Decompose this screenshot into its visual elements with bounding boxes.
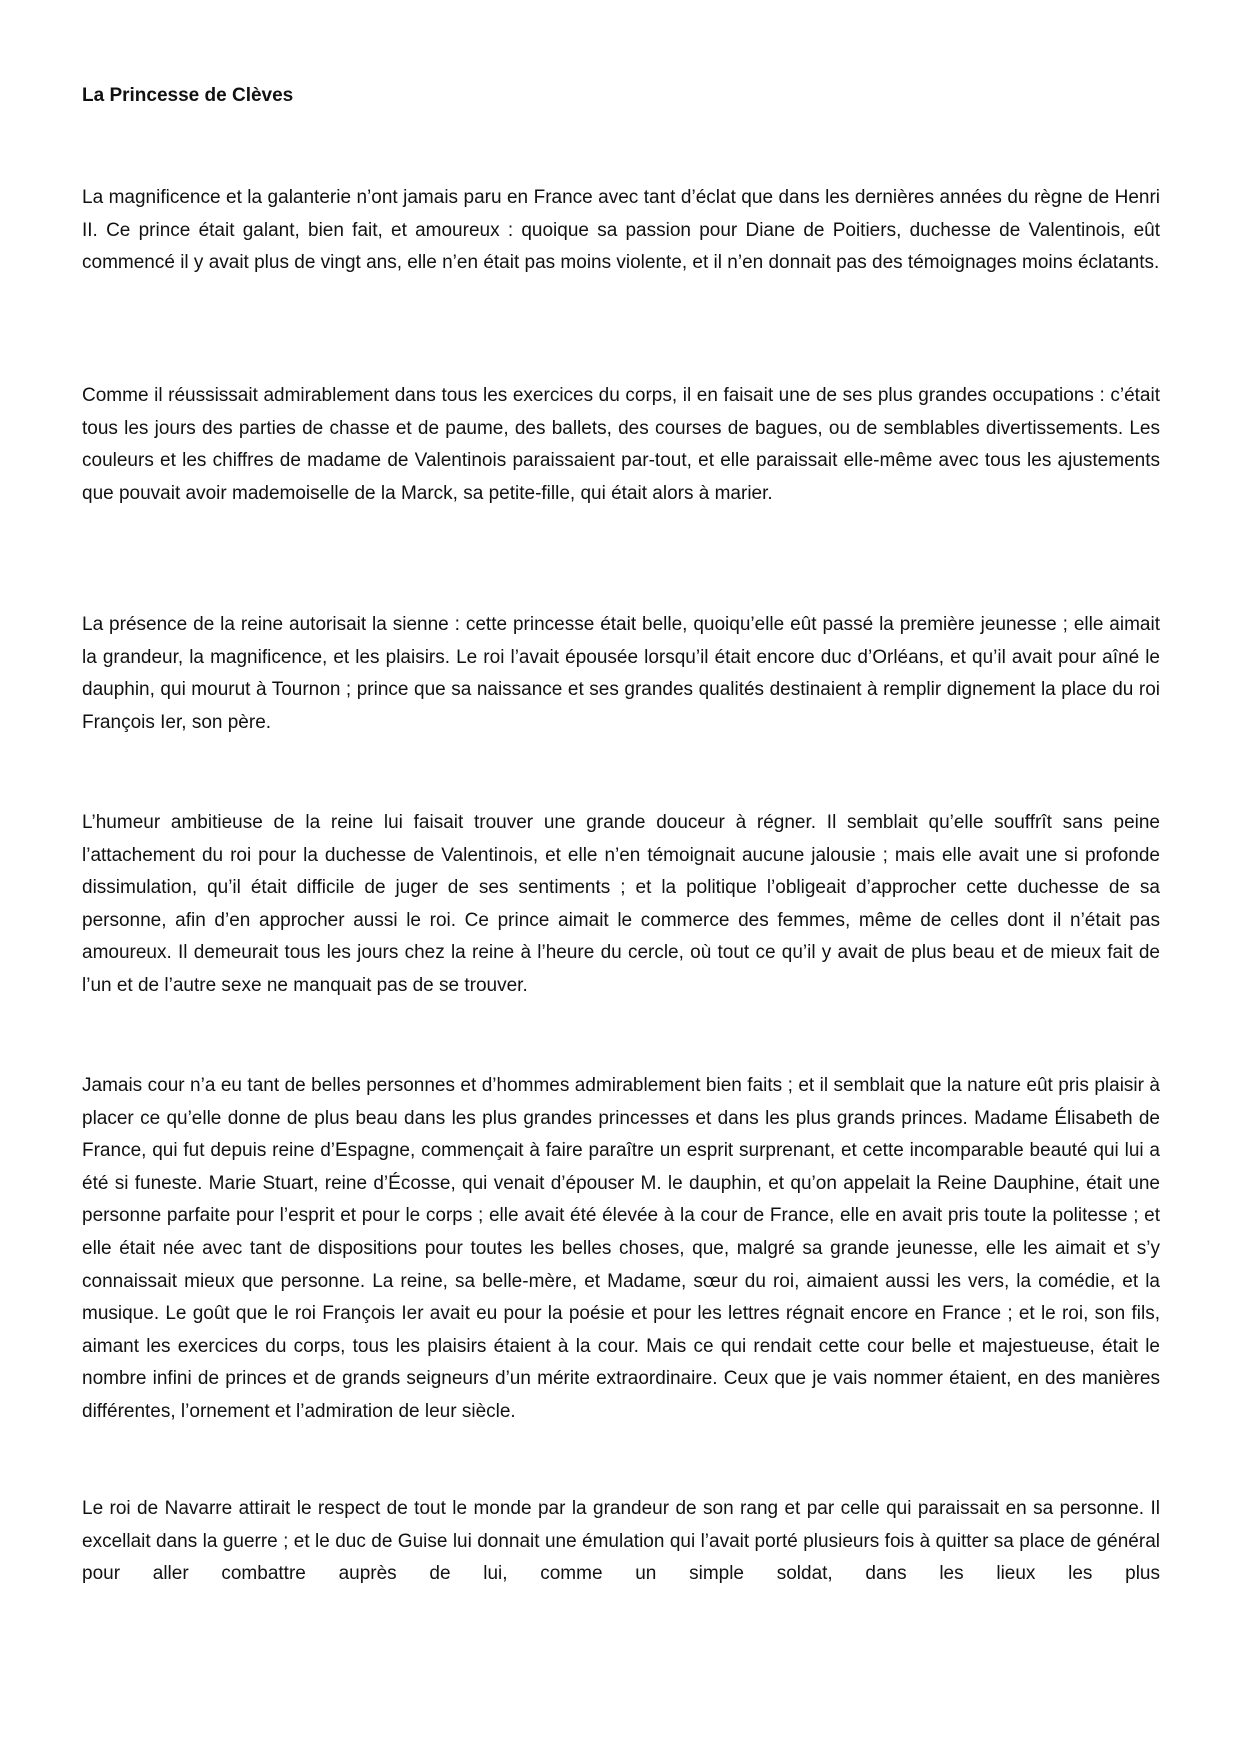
paragraph-6: Le roi de Navarre attirait le respect de tout le monde par la grandeur de son rang et par celle qui paraissait en sa personne. Il excellait dans la guerre ; et le duc de Guise lui donnait une émulation qui l’avait porté plusieurs fois à quitter sa place de général pour aller combattre auprès de lui, comme un simple soldat, dans les lieux les plus	[82, 1498, 1160, 1585]
paragraph-5: Jamais cour n’a eu tant de belles personnes et d’hommes admirablement bien faits ; et il semblait que la nature eût pris plaisir à placer ce qu’elle donne de plus beau dans les plus grandes princesses et dans les plus grands princes. Madame Élisabeth de France, qui fut depuis reine d’Espagne, commençait à faire paraître un esprit surprenant, et cette incomparable beauté qui lui a été si funeste. Marie Stuart, reine d’Écosse, qui venait d’épouser M. le dauphin, et qu’on appelait la Reine Dauphine, était une personne parfaite pour l’esprit et pour le corps ; elle avait été élevée à la cour de France, elle en avait pris toute la politesse ; et elle était née avec tant de dispositions pour toutes les belles choses, que, malgré sa grande jeunesse, elle les aimait et s’y connaissait mieux que personne. La reine, sa belle-mère, et Madame, sœur du roi, aimaient aussi les vers, la comédie, et la musique. Le goût que le roi François Ier avait eu pour la poésie et pour les lettres régnait encore en France ; et le roi, son fils, aimant les exercices du corps, tous les plaisirs étaient à la cour. Mais ce qui rendait cette cour belle et majestueuse, était le nombre infini de princes et de grands seigneurs d’un mérite extraordinaire. Ceux que je vais nommer étaient, en des manières différentes, l’ornement et l’admiration de leur siècle.	[82, 1075, 1160, 1422]
paragraph-1: La magnificence et la galanterie n’ont jamais paru en France avec tant d’éclat que dans les dernières années du règne de Henri II. Ce prince était galant, bien fait, et amoureux : quoique sa passion pour Diane de Poitiers, duchesse de Valentinois, eût commencé il y avait plus de vingt ans, elle n’en était pas moins violente, et il n’en donnait pas des témoignages moins éclatants.	[82, 187, 1160, 274]
paragraph-4: L’humeur ambitieuse de la reine lui faisait trouver une grande douceur à régner. Il semblait qu’elle souffrît sans peine l’attachement du roi pour la duchesse de Valentinois, et elle n’en témoignait aucune jalousie ; mais elle avait une si profonde dissimulation, qu’il était difficile de juger de ses sentiments ; et la politique l’obligeait d’approcher cette duchesse de sa personne, afin d’en approcher aussi le roi. Ce prince aimait le commerce des femmes, même de celles dont il n’était pas amoureux. Il demeurait tous les jours chez la reine à l’heure du cercle, où tout ce qu’il y avait de plus beau et de mieux fait de l’un et de l’autre sexe ne manquait pas de se trouver.	[82, 812, 1160, 996]
document-page	[82, 80, 1160, 1585]
paragraph-3: La présence de la reine autorisait la sienne : cette princesse était belle, quoiqu’elle eût passé la première jeunesse ; elle aimait la grandeur, la magnificence, et les plaisirs. Le roi l’avait épousée lorsqu’il était encore duc d’Orléans, et qu’il avait pour aîné le dauphin, qui mourut à Tournon ; prince que sa naissance et ses grandes qualités destinaient à remplir dignement la place du roi François Ier, son père.	[82, 614, 1160, 733]
paragraph-2: Comme il réussissait admirablement dans tous les exercices du corps, il en faisait une de ses plus grandes occupations : c’était tous les jours des parties de chasse et de paume, des ballets, des courses de bagues, ou de semblables divertissements. Les couleurs et les chiffres de madame de Valentinois paraissaient par-tout, et elle paraissait elle-même avec tous les ajustements que pouvait avoir mademoiselle de la Marck, sa petite-fille, qui était alors à marier.	[82, 385, 1160, 504]
document-title: La Princesse de Clèves	[82, 85, 294, 106]
